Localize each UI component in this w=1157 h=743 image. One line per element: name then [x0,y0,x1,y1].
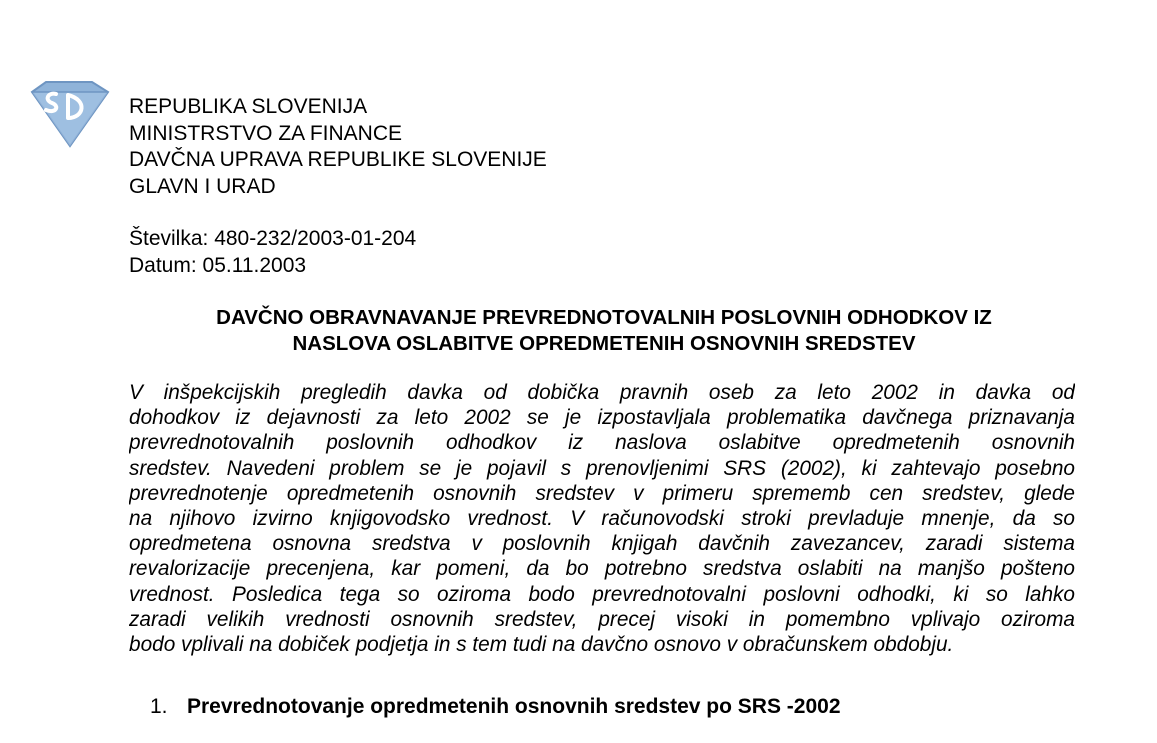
body-line: vrednost. Posledica tega so oziroma bodo prevrednotovalni poslovni odhodki, ki so lahko [129,582,1075,606]
numbered-list [150,694,841,720]
list-item-heading: Prevrednotovanje opredmetenih osnovnih sredstev po SRS -2002 [187,695,841,718]
document-number: Številka: 480-232/2003-01-204 [129,227,417,250]
list-item [150,694,841,720]
document-meta [129,226,416,279]
document-date: Datum: 05.11.2003 [129,253,307,277]
body-line: sredstev. Navedeni problem se je pojavil s prenovljenimi SRS (2002), ki zahtevajo posebno [129,456,1075,480]
body-line: revalorizacije precenjena, kar pomeni, da bo potrebno sredstva oslabiti na manjšo pošteno [129,557,1075,581]
header-line-tax-administration: DAVČNA UPRAVA REPUBLIKE SLOVENIJE [129,148,547,171]
title-line-1: DAVČNO OBRAVNAVANJE PREVREDNOTOVALNIH POSLOVNIH ODHODKOV IZ [216,306,992,329]
body-line: prevrednotenje opredmetenih osnovnih sredstev v primeru sprememb cen sredstev, glede [129,481,1075,505]
document-title [129,305,1079,356]
title-line-2: NASLOVA OSLABITVE OPREDMETENIH OSNOVNIH SREDSTEV [292,331,916,355]
body-line: na njihovo izvirno knjigovodsko vrednost. V računovodski stroki prevladuje mnenje, da so [129,506,1075,530]
header-line-ministry: MINISTRSTVO ZA FINANCE [129,121,403,145]
issuer-header [129,94,547,200]
body-line: V inšpekcijskih pregledih davka od dobička pravnih oseb za leto 2002 in davka od [129,381,1075,404]
body-line: bodo vplivali na dobiček podjetja in s tem tudi na davčno osnovo v obračunskem obdobju. [129,632,954,656]
body-line: opredmetena osnovna sredstva v poslovnih knjigah davčnih zavezancev, zaradi sistema [129,532,1075,556]
body-line: prevrednotovalnih poslovnih odhodkov iz naslova oslabitve opredmetenih osnovnih [129,431,1075,455]
list-item-number: 1. [150,695,168,718]
header-line-main-office: GLAVN I URAD [129,174,276,198]
body-paragraph [129,380,1075,657]
sd-logo-icon [26,78,112,148]
header-line-republic: REPUBLIKA SLOVENIJA [129,95,368,118]
body-line: zaradi velikih vrednosti osnovnih sredstev, precej visoki in pomembno vplivajo oziroma [129,607,1075,631]
body-line: dohodkov iz dejavnosti za leto 2002 se je izpostavljala problematika davčnega priznavanja [129,406,1075,430]
